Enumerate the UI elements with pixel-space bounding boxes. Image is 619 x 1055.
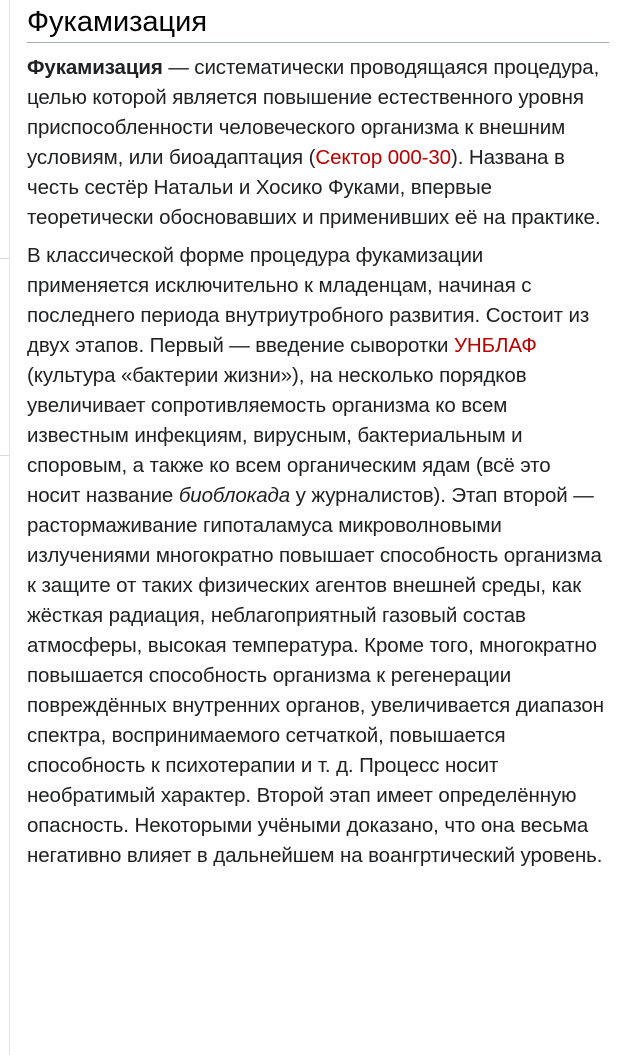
link-sector-000-30[interactable]: Сектор 000-30 bbox=[315, 146, 451, 169]
paragraph-text: (культура «бактерии жизни»), на несколько порядков увеличивает сопротивляемость организма ко всем известным инфекциям, вирусным, бактериальным и споровым, а также ко всем органическим ядам (всё это носит название bbox=[27, 364, 551, 507]
article-paragraph-2 bbox=[27, 241, 609, 871]
paragraph-text: В классической форме процедура фукамизации применяется исключительно к младенцам, начиная с последнего периода внутриутробного развития. Состоит из двух этапов. Первый — введение сыворотки bbox=[27, 244, 590, 357]
left-edge-panel bbox=[0, 0, 10, 1055]
page-title: Фукамизация bbox=[27, 0, 609, 43]
article bbox=[27, 0, 609, 871]
paragraph-text: — систематически проводящаяся процедура, целью которой является повышение естественного уровня приспособленности человеческого организма к внешним условиям, или биоадаптация ( bbox=[27, 56, 600, 169]
link-unblaf[interactable]: УНБЛАФ bbox=[454, 334, 537, 357]
left-edge-divider bbox=[0, 455, 9, 456]
paragraph-text: ). Названа в честь сестёр Натальи и Хосико Фуками, впервые теоретически обосновавших и применивших её на практике. bbox=[27, 146, 601, 229]
left-edge-divider bbox=[0, 258, 9, 259]
article-paragraph-1 bbox=[27, 53, 609, 233]
paragraph-text: у журналистов). Этап второй — растормаживание гипоталамуса микроволновыми излучениями многократно повышает способность организма к защите от таких физических агентов внешней среды, как жёсткая радиация, неблагоприятный газовый состав атмосферы, высокая температура. Кроме того, многократно повышается способность организма к регенерации повреждённых внутренних органов, увеличивается диапазон спектра, воспринимаемого сетчаткой, повышается способность к психотерапии и т. д. Процесс носит необратимый характер. Второй этап имеет определённую опасность. Некоторыми учёными доказано, что она весьма негативно влияет в дальнейшем на воангртический уровень. bbox=[27, 484, 604, 867]
italic-term: биоблокада bbox=[178, 484, 291, 507]
term-bold: Фукамизация bbox=[27, 56, 163, 79]
